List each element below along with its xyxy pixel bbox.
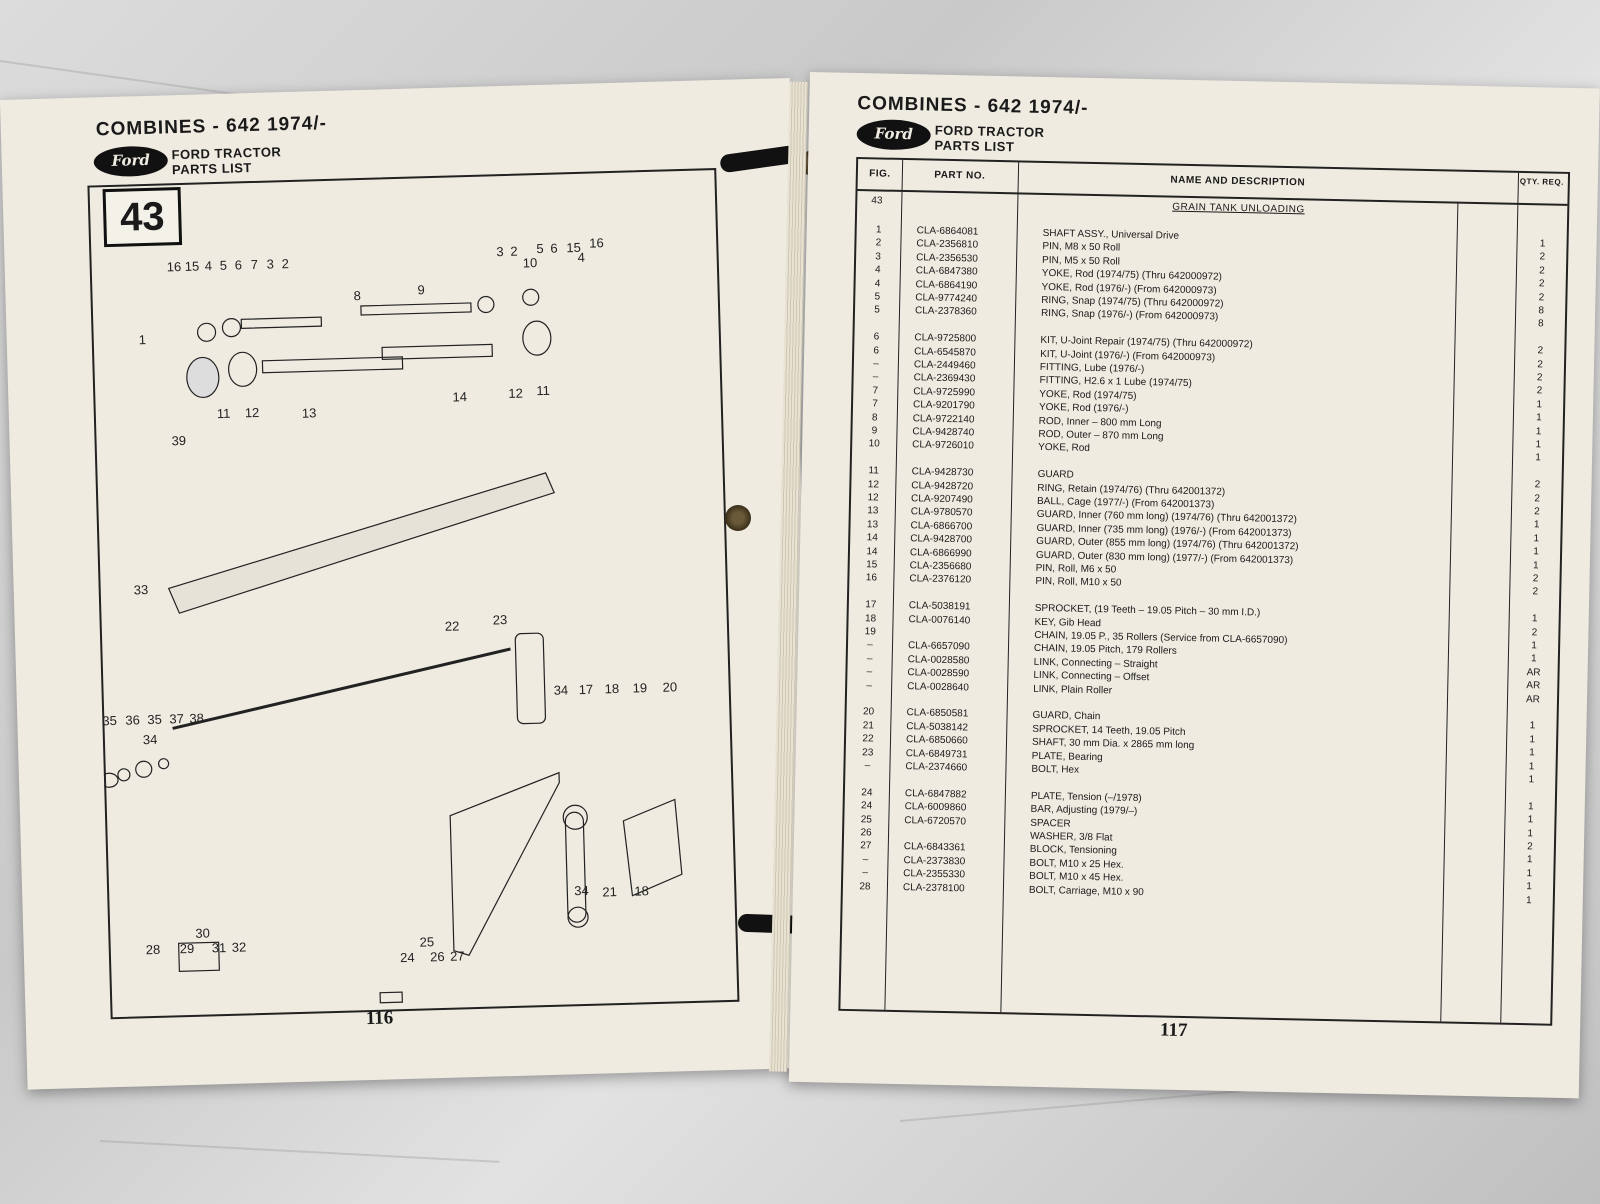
subtitle-line1: FORD TRACTOR xyxy=(171,144,282,163)
description-cell: CHAIN, 19.05 Pitch, 179 Rollers xyxy=(1033,643,1177,658)
callout-number: 28 xyxy=(145,941,161,958)
bearing-shape xyxy=(136,761,152,777)
part-number-cell: CLA-6720570 xyxy=(904,814,967,828)
bearing-shape xyxy=(118,769,130,781)
callout-number: 36 xyxy=(125,712,141,728)
fig-cell: 24 xyxy=(861,787,873,799)
qty-cell: 8 xyxy=(1537,318,1544,330)
description-cell: YOKE, Rod xyxy=(1038,442,1090,455)
description-cell: SPROCKET, (19 Teeth – 19.05 Pitch – 30 mm I.D.) xyxy=(1034,603,1261,619)
part-number-cell: CLA-6849731 xyxy=(905,747,968,761)
description-cell: GUARD, Outer (855 mm long) (1974/76) (Thru 642001372) xyxy=(1036,536,1299,553)
part-number-cell: CLA-6864081 xyxy=(916,225,979,238)
guard-shape xyxy=(228,352,257,387)
col-qty: QTY. REQ. xyxy=(1519,176,1564,187)
description-cell: GUARD xyxy=(1037,469,1074,481)
callout-number: 11 xyxy=(536,382,551,399)
chain-guard-outline xyxy=(449,773,564,956)
fig-cell: 13 xyxy=(866,519,879,531)
subtitle-line1: FORD TRACTOR xyxy=(934,122,1045,140)
qty-cell: 1 xyxy=(1527,800,1534,813)
fig-cell: 14 xyxy=(866,545,878,558)
qty-cell: 1 xyxy=(1526,854,1533,866)
bearing-shape xyxy=(100,773,118,787)
description-cell: PLATE, Tension (–/1978) xyxy=(1030,790,1142,804)
fig-cell: 22 xyxy=(862,733,874,745)
description-cell: KIT, U-Joint Repair (1974/75) (Thru 642000972) xyxy=(1040,335,1253,351)
qty-cell: 1 xyxy=(1535,425,1542,437)
fig-cell: 4 xyxy=(874,264,881,276)
description-cell: PIN, M8 x 50 Roll xyxy=(1042,241,1121,254)
qty-cell: 1 xyxy=(1527,827,1534,839)
part-number-cell: CLA-5038142 xyxy=(906,720,969,734)
qty-cell: 2 xyxy=(1539,265,1545,277)
fig-cell: – xyxy=(862,854,869,866)
fig-cell: – xyxy=(862,867,869,879)
part-number-cell: CLA-9428740 xyxy=(912,426,975,439)
qty-cell: 1 xyxy=(1533,533,1540,545)
qty-cell: 1 xyxy=(1527,814,1534,826)
qty-cell: 2 xyxy=(1532,586,1539,598)
fig-cell: 6 xyxy=(873,344,880,357)
fig-cell: 2 xyxy=(875,237,882,249)
description-cell: LINK, Connecting – Offset xyxy=(1033,669,1150,684)
callout-number: 31 xyxy=(211,940,227,956)
part-number-cell: CLA-9780570 xyxy=(910,506,973,519)
callout-number: 22 xyxy=(444,618,460,634)
callout-number: 26 xyxy=(429,948,445,965)
fig-cell: 21 xyxy=(862,720,874,732)
description-cell: SHAFT ASSY., Universal Drive xyxy=(1042,227,1180,242)
description-cell: BOLT, M10 x 45 Hex. xyxy=(1029,870,1124,884)
callout-number: 15 xyxy=(566,239,582,256)
subtitle-line2: PARTS LIST xyxy=(934,137,1015,155)
fig-cell: – xyxy=(866,653,873,665)
callout-number: 29 xyxy=(179,940,195,957)
qty-cell: 1 xyxy=(1529,734,1536,746)
part-number-cell: CLA-2376120 xyxy=(909,573,972,586)
qty-cell: 2 xyxy=(1532,573,1539,585)
qty-cell: 1 xyxy=(1533,519,1540,531)
part-number-cell: CLA-9725800 xyxy=(914,332,977,345)
qty-cell xyxy=(1511,786,1551,787)
description-cell: PIN, Roll, M6 x 50 xyxy=(1035,562,1117,576)
callout-number: 4 xyxy=(577,249,586,265)
fig-cell: 18 xyxy=(864,612,877,625)
description-cell: YOKE, Rod (1974/75) (Thru 642000972) xyxy=(1041,268,1223,283)
description-cell: PIN, M5 x 50 Roll xyxy=(1041,254,1121,268)
fig-cell: 1 xyxy=(875,224,882,236)
callout-number: 3 xyxy=(266,256,275,272)
qty-cell: 2 xyxy=(1536,385,1543,397)
callout-number: 13 xyxy=(301,405,317,421)
qty-cell: 1 xyxy=(1528,774,1535,786)
callout-number: 12 xyxy=(244,404,260,421)
description-cell: PLATE, Bearing xyxy=(1031,750,1103,763)
yoke-shape xyxy=(522,289,538,305)
tension-bar-shape xyxy=(380,992,402,1003)
chain-shape xyxy=(565,812,586,922)
callout-number: 34 xyxy=(553,682,569,698)
chain-guard-shape xyxy=(623,799,683,899)
part-number-cell: CLA-6850581 xyxy=(906,707,969,720)
col-description: NAME AND DESCRIPTION xyxy=(1170,174,1306,189)
callout-number: 2 xyxy=(281,255,290,272)
callout-number: 6 xyxy=(550,240,558,256)
description-cell: YOKE, Rod (1974/75) xyxy=(1039,388,1137,402)
callout-number: 2 xyxy=(510,243,518,259)
fig-cell: 27 xyxy=(860,840,872,852)
part-number-cell: CLA-6657090 xyxy=(907,640,970,653)
description-cell: SPROCKET, 14 Teeth, 19.05 Pitch xyxy=(1032,723,1186,738)
part-number-cell: CLA-0028590 xyxy=(907,667,970,680)
page-number: 116 xyxy=(365,1007,394,1030)
fig-cell: 5 xyxy=(874,291,881,303)
guard-inner-shape xyxy=(262,357,402,373)
fig-cell: 10 xyxy=(868,438,880,450)
callout-number: 15 xyxy=(184,258,200,274)
ford-logo: Ford xyxy=(93,145,168,177)
description-cell: RING, Snap (1974/75) (Thru 642000972) xyxy=(1041,294,1224,310)
qty-cell: 2 xyxy=(1537,345,1544,357)
part-number-cell: CLA-2378360 xyxy=(914,305,977,318)
description-cell: BAR, Adjusting (1979/–) xyxy=(1030,803,1138,818)
fig-cell: 25 xyxy=(860,813,873,826)
section-figure: 43 xyxy=(871,195,883,207)
page-title: COMBINES - 642 1974/- xyxy=(95,112,328,141)
callout-number: 8 xyxy=(353,288,362,304)
callout-number: 30 xyxy=(195,925,211,941)
description-cell: KEY, Gib Head xyxy=(1034,616,1102,629)
qty-cell xyxy=(1515,599,1555,600)
fig-cell: 3 xyxy=(875,251,882,263)
part-number-cell: CLA-2356530 xyxy=(916,252,978,265)
fig-cell: – xyxy=(866,679,873,692)
part-number-cell: CLA-9428700 xyxy=(910,533,973,546)
qty-cell: 1 xyxy=(1533,546,1540,558)
callout-number: 4 xyxy=(204,258,213,274)
callout-number: 16 xyxy=(589,235,604,251)
callout-number: 7 xyxy=(250,256,259,273)
part-number-cell: CLA-9725990 xyxy=(913,386,976,399)
callout-number: 24 xyxy=(399,949,415,966)
fig-cell: 17 xyxy=(865,599,877,611)
description-cell: BOLT, M10 x 25 Hex. xyxy=(1029,857,1124,871)
part-number-cell: CLA-9774240 xyxy=(915,292,978,305)
part-number-cell: CLA-2369430 xyxy=(913,372,976,385)
callout-number: 14 xyxy=(452,389,468,405)
part-number-cell: CLA-2355330 xyxy=(903,868,966,881)
parts-table xyxy=(838,157,1570,1026)
fig-cell: 24 xyxy=(860,800,873,812)
qty-cell: 1 xyxy=(1529,747,1535,759)
fig-cell: 12 xyxy=(867,492,879,504)
fig-cell: 12 xyxy=(867,478,880,491)
callout-number: 11 xyxy=(216,405,231,422)
description-cell: GUARD, Inner (735 mm long) (1976/-) (From 642001373) xyxy=(1036,522,1292,539)
col-part-no: PART NO. xyxy=(934,169,986,182)
fig-cell: 16 xyxy=(865,572,878,584)
table-header xyxy=(858,159,1569,206)
callout-number: 1 xyxy=(138,332,147,348)
fig-cell: 23 xyxy=(862,746,874,759)
qty-cell: AR xyxy=(1526,666,1541,679)
fig-cell: – xyxy=(872,371,879,383)
fig-cell: 11 xyxy=(868,465,879,477)
qty-cell: 2 xyxy=(1527,841,1533,853)
qty-cell: 2 xyxy=(1539,251,1546,263)
part-number-cell: CLA-0028580 xyxy=(907,653,970,667)
callout-number: 33 xyxy=(133,582,149,598)
callout-number: 17 xyxy=(578,681,594,698)
right-page xyxy=(789,72,1600,1098)
qty-cell: 2 xyxy=(1538,278,1545,290)
description-cell: ROD, Inner – 800 mm Long xyxy=(1038,415,1162,430)
fig-cell: 7 xyxy=(872,398,878,410)
qty-cell: 1 xyxy=(1531,613,1538,625)
qty-cell: 1 xyxy=(1526,881,1532,893)
yoke-shape xyxy=(222,318,240,336)
qty-cell: 2 xyxy=(1538,291,1545,304)
fig-cell xyxy=(849,585,893,586)
fig-cell: 20 xyxy=(862,706,875,718)
callout-number: 35 xyxy=(147,711,163,728)
fig-cell: – xyxy=(864,760,871,772)
part-number-cell: CLA-9201790 xyxy=(912,399,975,412)
marble-vein xyxy=(100,1140,500,1163)
tube-guard-shape xyxy=(166,473,557,614)
part-number-cell: CLA-6847882 xyxy=(904,787,967,801)
section-title: GRAIN TANK UNLOADING xyxy=(1172,201,1305,216)
description-cell: RING, Snap (1976/-) (From 642000973) xyxy=(1040,308,1219,323)
qty-cell: 8 xyxy=(1538,305,1545,317)
description-cell: LINK, Plain Roller xyxy=(1033,683,1113,697)
part-number-cell: CLA-9726010 xyxy=(912,439,975,452)
qty-cell: 1 xyxy=(1531,640,1538,652)
bearing-plate-shape xyxy=(515,633,546,724)
fig-cell: – xyxy=(866,666,873,678)
fig-cell: – xyxy=(867,639,873,651)
fig-cell: 9 xyxy=(871,425,878,437)
description-cell: GUARD, Outer (830 mm long) (1977/-) (From 642001373) xyxy=(1035,549,1294,566)
fig-cell: 7 xyxy=(872,385,879,397)
qty-cell: 1 xyxy=(1528,760,1535,772)
callout-number: 35 xyxy=(102,712,118,729)
qty-cell: 1 xyxy=(1536,412,1542,424)
part-number-cell: CLA-6850660 xyxy=(905,734,968,747)
fig-cell xyxy=(855,317,899,318)
callout-number: 34 xyxy=(142,731,158,748)
yoke-shape xyxy=(197,323,215,341)
fig-cell: 15 xyxy=(866,559,878,571)
qty-cell xyxy=(1518,465,1558,466)
outer-rod-shape xyxy=(361,303,471,315)
callout-number: 18 xyxy=(634,883,650,899)
qty-cell: 1 xyxy=(1535,452,1541,464)
callout-number: 21 xyxy=(602,884,618,900)
callout-number: 39 xyxy=(171,432,187,449)
callout-number: 27 xyxy=(449,948,465,964)
description-cell: YOKE, Rod (1976/-) (From 642000973) xyxy=(1041,281,1217,297)
fig-cell: 4 xyxy=(874,277,881,290)
callout-number: 3 xyxy=(496,243,504,260)
callout-number: 25 xyxy=(419,934,435,950)
callout-number: 5 xyxy=(536,240,544,257)
fig-cell: 26 xyxy=(860,827,872,839)
callout-number: 10 xyxy=(522,255,538,271)
guard-shape xyxy=(186,357,219,398)
qty-cell: 1 xyxy=(1539,238,1546,250)
part-number-cell: CLA-6847380 xyxy=(915,265,978,278)
part-number-cell: CLA-6866700 xyxy=(910,520,973,533)
description-cell: ROD, Outer – 870 mm Long xyxy=(1038,428,1164,443)
description-cell: KIT, U-Joint (1976/-) (From 642000973) xyxy=(1040,348,1216,364)
qty-cell: 2 xyxy=(1534,492,1541,504)
description-cell: YOKE, Rod (1976/-) xyxy=(1038,402,1129,415)
shaft-shape xyxy=(171,649,513,728)
fig-cell: 8 xyxy=(871,411,878,424)
part-number-cell: CLA-2356810 xyxy=(916,238,979,251)
part-number-cell: CLA-6866990 xyxy=(909,546,972,560)
fig-cell: 6 xyxy=(873,331,880,343)
callout-number: 37 xyxy=(169,711,185,727)
fig-cell: – xyxy=(873,358,879,370)
callout-number: 23 xyxy=(492,612,508,628)
fig-cell xyxy=(852,451,896,452)
callout-number: 5 xyxy=(219,257,228,273)
description-cell: RING, Retain (1974/76) (Thru 642001372) xyxy=(1037,482,1226,498)
qty-cell: 2 xyxy=(1536,372,1543,384)
description-cell: FITTING, H2.6 x 1 Lube (1974/75) xyxy=(1039,375,1192,390)
description-cell: BALL, Cage (1977/-) (From 642001373) xyxy=(1036,495,1215,511)
header-subtitle xyxy=(171,144,282,177)
left-page xyxy=(0,78,817,1090)
part-number-cell: CLA-2356680 xyxy=(909,560,972,573)
qty-cell: 1 xyxy=(1526,867,1533,880)
yoke-shape xyxy=(478,296,494,312)
description-cell: WASHER, 3/8 Flat xyxy=(1029,830,1113,844)
qty-cell xyxy=(1513,706,1553,707)
description-cell: BOLT, Hex xyxy=(1031,763,1080,776)
qty-cell: 1 xyxy=(1529,720,1536,732)
figure-number: 43 xyxy=(103,187,183,247)
part-number-cell: CLA-9207490 xyxy=(910,493,973,506)
qty-cell: 1 xyxy=(1530,653,1537,665)
description-cell: PIN, Roll, M10 x 50 xyxy=(1035,576,1122,590)
callout-number: 6 xyxy=(234,257,243,273)
fig-cell: 28 xyxy=(859,880,871,893)
qty-cell: 1 xyxy=(1525,894,1532,906)
subtitle-line2: PARTS LIST xyxy=(171,159,253,178)
inner-rod-shape xyxy=(241,317,321,328)
col-fig: FIG. xyxy=(869,168,891,180)
page-number: 117 xyxy=(1159,1019,1188,1042)
part-number-cell: CLA-5038191 xyxy=(908,600,971,613)
part-number-cell: CLA-2373830 xyxy=(903,854,966,868)
fig-cell xyxy=(847,692,891,693)
callout-number: 18 xyxy=(604,680,620,697)
qty-cell: 2 xyxy=(1531,626,1538,638)
qty-cell: AR xyxy=(1526,680,1541,692)
qty-cell: 1 xyxy=(1536,399,1543,411)
callout-number: 19 xyxy=(632,680,648,696)
part-number-cell: CLA-6545870 xyxy=(914,345,976,359)
part-number-cell: CLA-6864190 xyxy=(915,278,978,292)
part-number-cell: CLA-9428720 xyxy=(911,479,974,493)
fig-cell: 14 xyxy=(866,532,878,544)
part-number-cell: CLA-9428730 xyxy=(911,466,974,479)
description-cell: GUARD, Chain xyxy=(1032,710,1101,723)
ford-logo: Ford xyxy=(856,119,931,151)
qty-cell: AR xyxy=(1525,693,1541,706)
callout-number: 16 xyxy=(166,259,182,275)
callout-number: 9 xyxy=(417,282,425,298)
fig-cell: 13 xyxy=(867,505,879,517)
fig-cell: 19 xyxy=(864,626,876,638)
description-cell: LINK, Connecting – Straight xyxy=(1033,656,1158,671)
callout-number: 38 xyxy=(189,710,205,726)
punch-hole xyxy=(725,505,751,531)
qty-cell xyxy=(1521,331,1561,332)
part-number-cell: CLA-2449460 xyxy=(913,359,976,372)
description-cell: SPACER xyxy=(1030,817,1071,830)
description-cell: FITTING, Lube (1976/-) xyxy=(1039,361,1145,376)
qty-cell: 1 xyxy=(1532,559,1539,571)
bearing-shape xyxy=(158,759,168,769)
part-number-cell: CLA-2374660 xyxy=(905,761,968,774)
part-number-cell: CLA-0076140 xyxy=(908,613,971,627)
part-number-cell: CLA-6843361 xyxy=(903,841,966,854)
page-title: COMBINES - 642 1974/- xyxy=(857,93,1089,119)
qty-cell: 2 xyxy=(1534,479,1541,491)
guard-shape xyxy=(522,321,551,356)
description-cell: BOLT, Carriage, M10 x 90 xyxy=(1028,884,1144,898)
qty-cell: 2 xyxy=(1534,506,1540,518)
part-number-cell: CLA-6009860 xyxy=(904,801,967,814)
qty-cell: 2 xyxy=(1537,358,1543,371)
description-cell: GUARD, Inner (760 mm long) (1974/76) (Thru 642001372) xyxy=(1036,509,1297,526)
callout-number: 32 xyxy=(231,939,247,955)
fig-cell: 5 xyxy=(874,304,880,316)
description-cell: CHAIN, 19.05 P., 35 Rollers (Service from CLA-6657090) xyxy=(1034,629,1288,647)
exploded-parts-diagram xyxy=(87,168,735,1015)
description-cell: BLOCK, Tensioning xyxy=(1029,844,1117,857)
part-number-cell: CLA-9722140 xyxy=(912,412,975,426)
callout-number: 12 xyxy=(508,385,524,401)
qty-cell: 1 xyxy=(1535,439,1542,451)
fig-cell xyxy=(845,772,889,773)
part-number-cell: CLA-0028640 xyxy=(907,680,969,694)
callout-number: 20 xyxy=(662,679,678,695)
header-subtitle xyxy=(934,123,1044,155)
part-number-cell: CLA-2378100 xyxy=(902,881,965,895)
description-cell: SHAFT, 30 mm Dia. x 2865 mm long xyxy=(1031,736,1195,752)
callout-number: 34 xyxy=(574,882,589,899)
